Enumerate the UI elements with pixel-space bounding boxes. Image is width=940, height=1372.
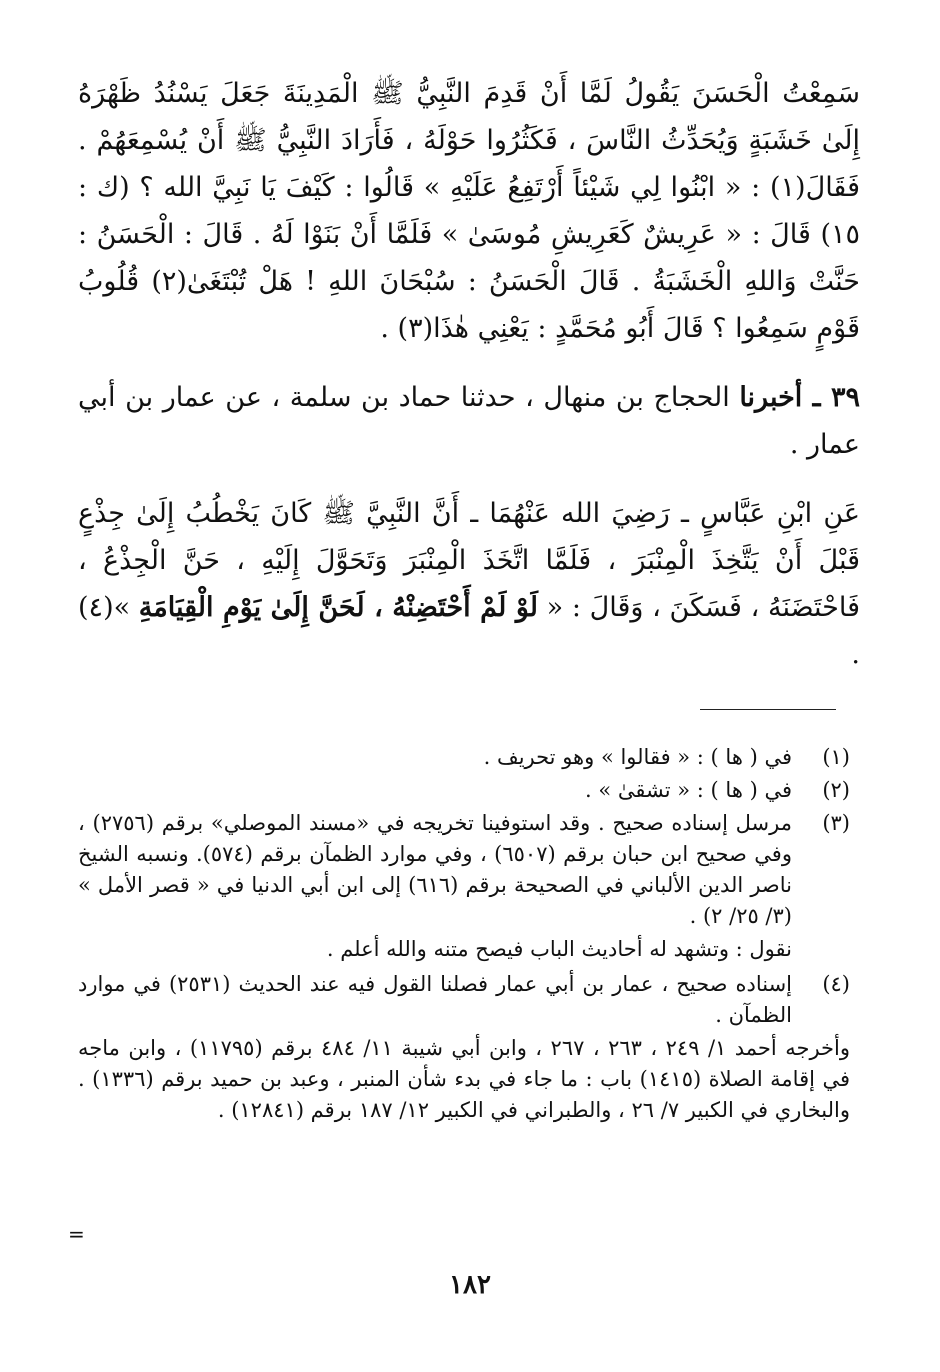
footnote-1-text: في ( ها ) : « فقالوا » وهو تحريف . xyxy=(483,745,792,769)
footnote-3-comment: نقول : وتشهد له أحاديث الباب فيصح متنه والله أعلم . xyxy=(326,937,792,961)
footnotes-section xyxy=(78,742,850,1126)
hadith-39-matn-end: »(٤) . xyxy=(78,592,860,670)
footnote-1 xyxy=(78,742,850,773)
hadith-39-number: ٣٩ ـ أخبرنا xyxy=(739,382,860,413)
footnote-2-number: (٢) xyxy=(822,778,850,802)
footnote-1-number: (١) xyxy=(822,745,850,769)
hadith-39-chain: الحجاج بن منهال ، حدثنا حماد بن سلمة ، عن عمار بن أبي عمار . xyxy=(78,382,860,460)
hadith-39-isnad xyxy=(78,374,860,468)
footnote-4-text: إسناده صحيح ، عمار بن أبي عمار فصلنا القول فيه عند الحديث (٢٥٣١) في موارد الظمآن . xyxy=(78,972,792,1027)
footnote-2 xyxy=(78,775,850,806)
footnote-4-number: (٤) xyxy=(822,972,850,996)
page-number: ١٨٢ xyxy=(449,1270,491,1300)
footnote-3-number: (٣) xyxy=(822,811,850,835)
hadith-38-continuation: سَمِعْتُ الْحَسَنَ يَقُولُ لَمَّا أَنْ قَدِمَ النَّبِيُّ ﷺ الْمَدِينَةَ جَعَلَ يَسْنُدُ ظَهْرَهُ إِلَىٰ خَشَبَةٍ وَيُحَدِّثُ النَّاسَ ، فَكَثُرُوا حَوْلَهُ ، فَأَرَادَ النَّبِيُّ ﷺ أَنْ يُسْمِعَهُمْ . فَقَالَ(١) : « ابْنُوا لِي شَيْئاً أَرْتَفِعُ عَلَيْهِ » قَالُوا : كَيْفَ يَا نَبِيَّ الله ؟ (ك : ١٥) قَالَ : « عَرِيشٌ كَعَرِيشِ مُوسَىٰ » فَلَمَّا أَنْ بَنَوْا لَهُ . قَالَ : الْحَسَنُ : حَنَّتْ وَاللهِ الْخَشَبَةُ . قَالَ الْحَسَنُ : سُبْحَانَ اللهِ ! هَلْ تُبْتَغَىٰ(٢) قُلُوبُ قَوْمٍ سَمِعُوا ؟ قَالَ أَبُو مُحَمَّدٍ : يَعْنِي هٰذَا(٣) . xyxy=(78,78,860,344)
footnote-4-takhrij: وأخرجه أحمد ١/ ٢٤٩ ، ٢٦٣ ، ٢٦٧ ، وابن أبي شيبة ١١/ ٤٨٤ برقم (١١٧٩٥) ، وابن ماجه في إقامة الصلاة (١٤١٥) باب : ما جاء في بدء شأن المنبر ، وعبد بن حميد برقم (١٣٣٦) . والبخاري في الكبير ٧/ ٢٦ ، والطبراني في الكبير ١٢/ ١٨٧ برقم (١٢٨٤١) . xyxy=(78,1036,850,1122)
hadith-39-matn-start: عَنِ ابْنِ عَبَّاسٍ ـ رَضِيَ الله عَنْهُمَا ـ أَنَّ النَّبِيَّ ﷺ كَانَ يَخْطُبُ إِلَىٰ جِذْعٍ قَبْلَ أَنْ يَتَّخِذَ الْمِنْبَرَ ، فَلَمَّا اتَّخَذَ الْمِنْبَرَ وَتَحَوَّلَ إِلَيْهِ ، حَنَّ الْجِذْعُ ، فَاحْتَضَنَهُ ، فَسَكَنَ ، وَقَالَ : « xyxy=(78,498,861,623)
footnote-divider xyxy=(700,709,836,710)
footnote-3-text: مرسل إسناده صحيح . وقد استوفينا تخريجه في «مسند الموصلي» برقم (٢٧٥٦) ، وفي صحيح ابن حبان برقم (٦٥٠٧) ، وفي موارد الظمآن برقم (٥٧٤). ونسبه الشيخ ناصر الدين الألباني في الصحيحة برقم (٦١٦) إلى ابن أبي الدنيا في « قصر الأمل » (٣/ ٢٥/ ٢) . xyxy=(78,811,792,928)
hadith-39-matn xyxy=(78,490,860,678)
footnote-4 xyxy=(78,969,850,1031)
hadith-39-prophet-quote: لَوْ لَمْ أَحْتَضِنْهُ ، لَحَنَّ إِلَىٰ يَوْمِ الْقِيَامَةِ xyxy=(138,592,538,623)
page-body xyxy=(78,70,860,678)
footnote-2-text: في ( ها ) : « تشقىٰ » . xyxy=(585,778,792,802)
footnote-3 xyxy=(78,808,850,932)
continuation-mark: = xyxy=(68,1222,85,1246)
